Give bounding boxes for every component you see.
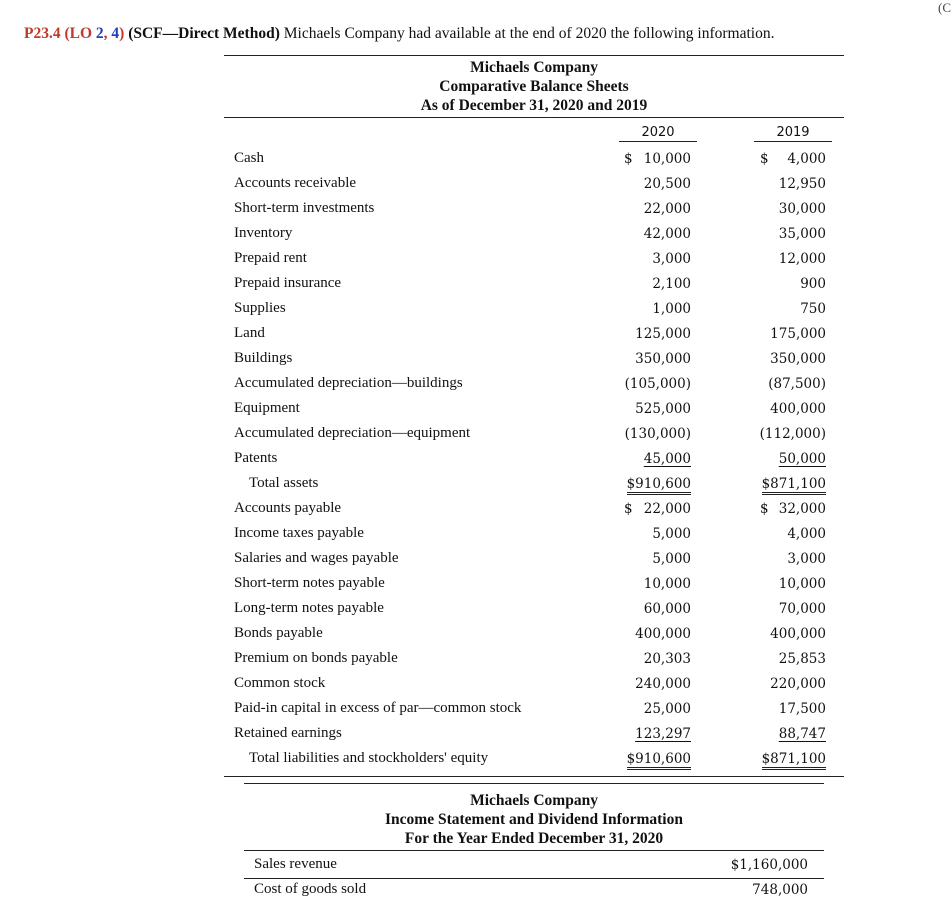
bs-value-2020: 10,000 bbox=[643, 151, 691, 167]
bs-row-label: Short-term investments bbox=[234, 200, 375, 216]
bs-value-2020: 45,000 bbox=[643, 451, 691, 467]
bs-row-label: Short-term notes payable bbox=[234, 575, 385, 591]
bs-value-2019: 10,000 bbox=[778, 576, 826, 592]
bs-row-label: Accounts payable bbox=[234, 500, 342, 516]
bs-row bbox=[0, 696, 951, 721]
lo-link-2[interactable]: 2 bbox=[95, 25, 104, 42]
bs-heading bbox=[224, 58, 844, 115]
bs-value-2020: (130,000) bbox=[624, 426, 691, 442]
bs-value-2019: 4,000 bbox=[787, 526, 826, 542]
bs-top-rule bbox=[224, 55, 844, 56]
bs-row-label: Accumulated depreciation—equipment bbox=[234, 425, 471, 441]
bs-row-label: Patents bbox=[234, 450, 278, 466]
bs-value-2020: 22,000 bbox=[643, 501, 691, 517]
bs-row bbox=[0, 446, 951, 471]
is-row-label: Cost of goods sold bbox=[254, 881, 367, 897]
bs-row bbox=[0, 496, 951, 521]
bs-value-2020: 525,000 bbox=[635, 401, 691, 417]
bs-value-2019: 30,000 bbox=[778, 201, 826, 217]
bs-row-label: Income taxes payable bbox=[234, 525, 364, 541]
bs-period: As of December 31, 2020 and 2019 bbox=[420, 97, 648, 114]
is-period: For the Year Ended December 31, 2020 bbox=[404, 830, 664, 847]
bs-value-2020: $910,600 bbox=[627, 751, 691, 770]
bs-row-label: Long-term notes payable bbox=[234, 600, 384, 616]
bs-row bbox=[0, 421, 951, 446]
problem-statement bbox=[24, 24, 944, 44]
bs-value-2019: 350,000 bbox=[770, 351, 826, 367]
bs-row bbox=[0, 571, 951, 596]
bs-row bbox=[0, 221, 951, 246]
bs-value-2020: 20,500 bbox=[643, 176, 691, 192]
bs-value-2020: 10,000 bbox=[643, 576, 691, 592]
bs-value-2019: (112,000) bbox=[759, 426, 826, 442]
bs-value-2019: 750 bbox=[800, 301, 826, 317]
lo-sep: , bbox=[103, 25, 112, 42]
bs-bottom-rule bbox=[224, 776, 844, 777]
bs-row-label: Paid-in capital in excess of par—common stock bbox=[234, 700, 522, 716]
bs-value-2020: 2,100 bbox=[652, 276, 691, 292]
bs-company: Michaels Company bbox=[470, 59, 598, 76]
bs-row-label: Cash bbox=[234, 150, 264, 166]
bs-row bbox=[0, 196, 951, 221]
bs-value-2019: 70,000 bbox=[778, 601, 826, 617]
bs-value-2020: 3,000 bbox=[652, 251, 691, 267]
is-row-rule bbox=[244, 878, 824, 879]
problem-number: P23.4 bbox=[24, 25, 61, 42]
bs-row bbox=[0, 321, 951, 346]
is-row-value: $1,160,000 bbox=[730, 857, 808, 873]
bs-row-label: Total liabilities and stockholders' equity bbox=[249, 750, 489, 766]
is-row bbox=[0, 877, 951, 902]
is-row-label: Sales revenue bbox=[254, 856, 337, 872]
learning-objectives bbox=[64, 25, 124, 42]
bs-row-label: Accumulated depreciation—buildings bbox=[234, 375, 463, 391]
bs-row bbox=[0, 646, 951, 671]
bs-value-2019: 50,000 bbox=[778, 451, 826, 467]
problem-method: (SCF—Direct Method) bbox=[128, 25, 280, 42]
bs-row-label: Land bbox=[234, 325, 265, 341]
bs-value-2019: 88,747 bbox=[778, 726, 826, 742]
bs-row bbox=[0, 596, 951, 621]
bs-heading-rule bbox=[224, 117, 844, 118]
col-header-2019: 2019 bbox=[754, 125, 832, 142]
bs-row-label: Total assets bbox=[249, 475, 319, 491]
bs-title: Comparative Balance Sheets bbox=[439, 78, 629, 95]
bs-value-2019: $871,100 bbox=[762, 476, 826, 495]
bs-row-label: Salaries and wages payable bbox=[234, 550, 399, 566]
bs-row bbox=[0, 346, 951, 371]
bs-row bbox=[0, 296, 951, 321]
bs-row bbox=[0, 171, 951, 196]
bs-value-2019: 17,500 bbox=[778, 701, 826, 717]
is-company: Michaels Company bbox=[470, 792, 598, 809]
bs-value-2020: 20,303 bbox=[643, 651, 691, 667]
bs-row-label: Retained earnings bbox=[234, 725, 342, 741]
is-heading-rule bbox=[244, 850, 824, 851]
bs-value-2019: 32,000 bbox=[778, 501, 826, 517]
problem-text: Michaels Company had available at the end of 2020 the following information. bbox=[283, 25, 775, 42]
bs-row-label: Inventory bbox=[234, 225, 293, 241]
bs-row bbox=[0, 246, 951, 271]
is-row-value: 748,000 bbox=[752, 882, 808, 898]
is-title: Income Statement and Dividend Information bbox=[385, 811, 683, 828]
bs-value-2019: 4,000 bbox=[787, 151, 826, 167]
bs-value-2019: 25,853 bbox=[778, 651, 826, 667]
bs-row bbox=[0, 371, 951, 396]
bs-row-label: Prepaid insurance bbox=[234, 275, 342, 291]
is-row bbox=[0, 852, 951, 877]
bs-row bbox=[0, 521, 951, 546]
bs-value-2019: 3,000 bbox=[787, 551, 826, 567]
bs-value-2019: 220,000 bbox=[770, 676, 826, 692]
bs-value-2020: 350,000 bbox=[635, 351, 691, 367]
is-top-rule bbox=[244, 783, 824, 784]
bs-row bbox=[0, 746, 951, 771]
col-header-2020: 2020 bbox=[619, 125, 697, 142]
bs-value-2019: $871,100 bbox=[762, 751, 826, 770]
bs-value-2019: 400,000 bbox=[770, 626, 826, 642]
bs-value-2020: 25,000 bbox=[643, 701, 691, 717]
bs-value-2020: 125,000 bbox=[635, 326, 691, 342]
lo-link-4[interactable]: 4 bbox=[111, 25, 120, 42]
bs-dollar-2020: $ bbox=[624, 151, 633, 167]
bs-value-2020: 123,297 bbox=[635, 726, 691, 742]
bs-value-2020: 22,000 bbox=[643, 201, 691, 217]
bs-value-2020: 1,000 bbox=[652, 301, 691, 317]
bs-dollar-2019: $ bbox=[760, 501, 769, 517]
bs-value-2020: 5,000 bbox=[652, 551, 691, 567]
lo-open: (LO bbox=[64, 25, 96, 42]
bs-value-2020: 400,000 bbox=[635, 626, 691, 642]
bs-value-2019: 175,000 bbox=[770, 326, 826, 342]
bs-row bbox=[0, 546, 951, 571]
bs-value-2020: 60,000 bbox=[643, 601, 691, 617]
bs-row bbox=[0, 671, 951, 696]
bs-row-label: Buildings bbox=[234, 350, 293, 366]
is-heading bbox=[224, 791, 844, 848]
bs-row-label: Supplies bbox=[234, 300, 286, 316]
bs-row bbox=[0, 146, 951, 171]
bs-row-label: Bonds payable bbox=[234, 625, 323, 641]
bs-value-2020: $910,600 bbox=[627, 476, 691, 495]
bs-row bbox=[0, 721, 951, 746]
bs-value-2019: 12,950 bbox=[778, 176, 826, 192]
bs-value-2019: 900 bbox=[800, 276, 826, 292]
bs-dollar-2019: $ bbox=[760, 151, 769, 167]
bs-value-2020: 42,000 bbox=[643, 226, 691, 242]
bs-value-2020: 5,000 bbox=[652, 526, 691, 542]
bs-row bbox=[0, 621, 951, 646]
bs-row-label: Premium on bonds payable bbox=[234, 650, 398, 666]
lo-close: ) bbox=[119, 25, 125, 42]
bs-row-label: Common stock bbox=[234, 675, 326, 691]
bs-row-label: Accounts receivable bbox=[234, 175, 357, 191]
bs-row bbox=[0, 396, 951, 421]
bs-value-2020: (105,000) bbox=[624, 376, 691, 392]
bs-row-label: Equipment bbox=[234, 400, 300, 416]
bs-dollar-2020: $ bbox=[624, 501, 633, 517]
page-corner-text: (C bbox=[938, 0, 951, 15]
bs-row bbox=[0, 471, 951, 496]
bs-value-2019: 35,000 bbox=[778, 226, 826, 242]
bs-row-label: Prepaid rent bbox=[234, 250, 307, 266]
bs-value-2019: 12,000 bbox=[778, 251, 826, 267]
bs-value-2020: 240,000 bbox=[635, 676, 691, 692]
bs-value-2019: (87,500) bbox=[768, 376, 826, 392]
bs-value-2019: 400,000 bbox=[770, 401, 826, 417]
bs-row bbox=[0, 271, 951, 296]
